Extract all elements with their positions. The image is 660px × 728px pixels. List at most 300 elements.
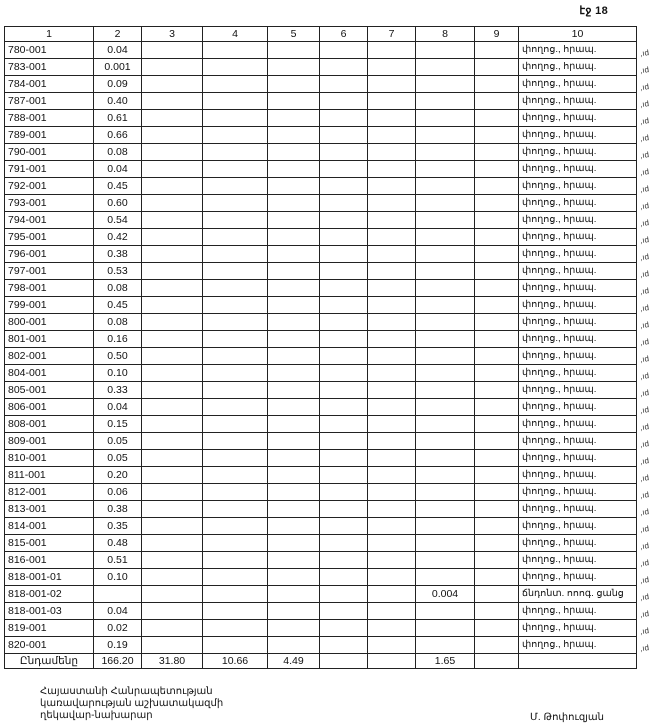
area-cell: 0.35 [94, 518, 142, 535]
margin-mark: ,ıd [639, 184, 650, 195]
margin-mark: ,ıd [639, 167, 650, 178]
table-row [5, 467, 637, 484]
empty-cell-col7 [368, 331, 416, 348]
margin-mark: ,ıd [639, 575, 650, 586]
parcel-code-cell: 787-001 [5, 93, 94, 110]
purpose-cell: փողոց., հրապ. [519, 603, 637, 620]
parcel-code-cell: 784-001 [5, 76, 94, 93]
empty-cell-col4 [203, 144, 268, 161]
table-row [5, 399, 637, 416]
margin-mark: ,ıd [639, 65, 650, 76]
empty-cell-col5 [268, 331, 320, 348]
empty-cell-col6 [320, 93, 368, 110]
area-cell: 0.001 [94, 59, 142, 76]
empty-cell-col3 [142, 161, 203, 178]
margin-mark: ,ıd [639, 626, 650, 637]
margin-mark: ,ıd [639, 609, 650, 620]
area-cell: 0.66 [94, 127, 142, 144]
purpose-cell: փողոց., հրապ. [519, 314, 637, 331]
empty-cell-col3 [142, 416, 203, 433]
parcel-code-cell: 816-001 [5, 552, 94, 569]
col8-cell [416, 212, 475, 229]
empty-cell-col4 [203, 518, 268, 535]
table-row [5, 42, 637, 59]
empty-cell-col9 [475, 501, 519, 518]
empty-cell-col3 [142, 552, 203, 569]
parcel-code-cell: 818-001-01 [5, 569, 94, 586]
margin-mark: ,ıd [639, 99, 650, 110]
col8-cell [416, 399, 475, 416]
empty-cell-col5 [268, 433, 320, 450]
parcel-code-cell: 811-001 [5, 467, 94, 484]
area-cell: 0.40 [94, 93, 142, 110]
empty-cell-col6 [320, 382, 368, 399]
empty-cell-col4 [203, 365, 268, 382]
empty-cell-col5 [268, 365, 320, 382]
col8-cell [416, 161, 475, 178]
empty-cell-col4 [203, 229, 268, 246]
parcel-code-cell: 814-001 [5, 518, 94, 535]
margin-mark: ,ıd [639, 558, 650, 569]
empty-cell-col6 [320, 229, 368, 246]
empty-cell-col4 [203, 314, 268, 331]
empty-cell-col9 [475, 212, 519, 229]
purpose-cell: փողոց., հրապ. [519, 484, 637, 501]
purpose-cell: փողոց., հրապ. [519, 76, 637, 93]
table-body [5, 42, 637, 654]
empty-cell-col4 [203, 535, 268, 552]
signatory-line-3: ղեկավար-նախարար [40, 710, 153, 721]
empty-cell-col6 [320, 314, 368, 331]
area-cell: 0.19 [94, 637, 142, 654]
empty-cell-col4 [203, 76, 268, 93]
empty-cell-col5 [268, 263, 320, 280]
margin-mark: ,ıd [639, 507, 650, 518]
purpose-cell: փողոց., հրապ. [519, 365, 637, 382]
purpose-cell: փողոց., հրապ. [519, 263, 637, 280]
parcel-code-cell: 797-001 [5, 263, 94, 280]
table-row [5, 144, 637, 161]
empty-cell-col6 [320, 552, 368, 569]
empty-cell-col7 [368, 93, 416, 110]
empty-cell-col3 [142, 467, 203, 484]
col8-cell [416, 637, 475, 654]
empty-cell-col3 [142, 399, 203, 416]
parcel-code-cell: 788-001 [5, 110, 94, 127]
empty-cell-col4 [203, 195, 268, 212]
column-header-8: 8 [416, 27, 475, 42]
purpose-cell: փողոց., հրապ. [519, 399, 637, 416]
empty-cell-col9 [475, 297, 519, 314]
purpose-cell: փողոց., հրապ. [519, 195, 637, 212]
area-cell: 0.08 [94, 314, 142, 331]
empty-cell-col4 [203, 297, 268, 314]
empty-cell-col6 [320, 365, 368, 382]
table-row [5, 110, 637, 127]
empty-cell-col9 [475, 569, 519, 586]
signatory-name: Մ. Թոփուզյան [530, 712, 604, 723]
empty-cell-col5 [268, 229, 320, 246]
empty-cell-col9 [475, 144, 519, 161]
col8-cell [416, 365, 475, 382]
empty-cell-col4 [203, 620, 268, 637]
area-cell: 0.38 [94, 501, 142, 518]
empty-cell-col3 [142, 195, 203, 212]
margin-mark: ,ıd [639, 116, 650, 127]
area-cell: 0.45 [94, 297, 142, 314]
empty-cell-col4 [203, 637, 268, 654]
area-cell: 0.04 [94, 42, 142, 59]
empty-cell-col7 [368, 416, 416, 433]
purpose-cell: փողոց., հրապ. [519, 552, 637, 569]
empty-cell-col7 [368, 297, 416, 314]
empty-cell-col4 [203, 212, 268, 229]
empty-cell-col4 [203, 280, 268, 297]
area-cell: 0.05 [94, 433, 142, 450]
totals-col10 [519, 654, 637, 669]
empty-cell-col7 [368, 195, 416, 212]
empty-cell-col9 [475, 246, 519, 263]
table-row [5, 416, 637, 433]
margin-mark: ,ıd [639, 490, 650, 501]
col8-cell [416, 433, 475, 450]
col8-cell [416, 195, 475, 212]
col8-cell [416, 484, 475, 501]
col8-cell [416, 297, 475, 314]
empty-cell-col7 [368, 246, 416, 263]
table-row [5, 178, 637, 195]
empty-cell-col4 [203, 501, 268, 518]
empty-cell-col3 [142, 501, 203, 518]
empty-cell-col9 [475, 93, 519, 110]
empty-cell-col4 [203, 416, 268, 433]
empty-cell-col6 [320, 569, 368, 586]
empty-cell-col7 [368, 76, 416, 93]
empty-cell-col7 [368, 280, 416, 297]
empty-cell-col3 [142, 620, 203, 637]
margin-mark: ,ıd [639, 303, 650, 314]
empty-cell-col9 [475, 331, 519, 348]
table-row [5, 76, 637, 93]
empty-cell-col6 [320, 195, 368, 212]
col8-cell [416, 144, 475, 161]
col8-cell [416, 263, 475, 280]
totals-col5: 4.49 [268, 654, 320, 669]
empty-cell-col6 [320, 637, 368, 654]
table-row [5, 501, 637, 518]
empty-cell-col3 [142, 535, 203, 552]
table-row [5, 518, 637, 535]
col8-cell [416, 535, 475, 552]
empty-cell-col6 [320, 467, 368, 484]
area-cell: 0.50 [94, 348, 142, 365]
empty-cell-col9 [475, 620, 519, 637]
empty-cell-col4 [203, 110, 268, 127]
area-cell: 0.20 [94, 467, 142, 484]
empty-cell-col6 [320, 297, 368, 314]
col8-cell [416, 552, 475, 569]
table-row [5, 314, 637, 331]
empty-cell-col9 [475, 127, 519, 144]
area-cell: 0.08 [94, 144, 142, 161]
empty-cell-col6 [320, 76, 368, 93]
margin-mark: ,ıd [639, 541, 650, 552]
parcel-code-cell: 812-001 [5, 484, 94, 501]
empty-cell-col7 [368, 637, 416, 654]
empty-cell-col3 [142, 76, 203, 93]
empty-cell-col7 [368, 42, 416, 59]
table-row [5, 161, 637, 178]
empty-cell-col6 [320, 348, 368, 365]
purpose-cell: փողոց., հրապ. [519, 569, 637, 586]
table-row [5, 280, 637, 297]
empty-cell-col6 [320, 127, 368, 144]
area-cell: 0.33 [94, 382, 142, 399]
empty-cell-col3 [142, 246, 203, 263]
empty-cell-col6 [320, 501, 368, 518]
parcel-code-cell: 809-001 [5, 433, 94, 450]
empty-cell-col5 [268, 110, 320, 127]
area-cell: 0.54 [94, 212, 142, 229]
totals-col2: 166.20 [94, 654, 142, 669]
empty-cell-col9 [475, 59, 519, 76]
parcel-code-cell: 789-001 [5, 127, 94, 144]
empty-cell-col9 [475, 603, 519, 620]
col8-cell [416, 382, 475, 399]
empty-cell-col3 [142, 450, 203, 467]
table-row [5, 348, 637, 365]
margin-mark: ,ıd [639, 235, 650, 246]
empty-cell-col3 [142, 42, 203, 59]
empty-cell-col7 [368, 314, 416, 331]
parcel-code-cell: 792-001 [5, 178, 94, 195]
table-row [5, 620, 637, 637]
table-row [5, 603, 637, 620]
margin-marks [640, 44, 658, 656]
empty-cell-col9 [475, 586, 519, 603]
parcel-code-cell: 810-001 [5, 450, 94, 467]
purpose-cell: փողոց., հրապ. [519, 433, 637, 450]
empty-cell-col4 [203, 161, 268, 178]
totals-col7 [368, 654, 416, 669]
empty-cell-col5 [268, 399, 320, 416]
empty-cell-col6 [320, 212, 368, 229]
parcel-code-cell: 802-001 [5, 348, 94, 365]
purpose-cell: փողոց., հրապ. [519, 280, 637, 297]
empty-cell-col6 [320, 110, 368, 127]
purpose-cell: փողոց., հրապ. [519, 178, 637, 195]
empty-cell-col5 [268, 348, 320, 365]
empty-cell-col7 [368, 620, 416, 637]
empty-cell-col5 [268, 552, 320, 569]
margin-mark: ,ıd [639, 439, 650, 450]
empty-cell-col3 [142, 212, 203, 229]
empty-cell-col5 [268, 161, 320, 178]
totals-col9 [475, 654, 519, 669]
area-cell: 0.04 [94, 603, 142, 620]
empty-cell-col5 [268, 620, 320, 637]
empty-cell-col5 [268, 212, 320, 229]
col8-cell [416, 314, 475, 331]
totals-label: Ընդամենը [5, 654, 94, 669]
table-row [5, 450, 637, 467]
empty-cell-col5 [268, 127, 320, 144]
empty-cell-col5 [268, 569, 320, 586]
empty-cell-col5 [268, 42, 320, 59]
empty-cell-col7 [368, 59, 416, 76]
empty-cell-col4 [203, 433, 268, 450]
margin-mark: ,ıd [639, 269, 650, 280]
header-row [5, 27, 637, 42]
margin-mark: ,ıd [639, 252, 650, 263]
col8-cell [416, 518, 475, 535]
empty-cell-col9 [475, 365, 519, 382]
empty-cell-col9 [475, 450, 519, 467]
empty-cell-col4 [203, 382, 268, 399]
empty-cell-col9 [475, 416, 519, 433]
totals-col3: 31.80 [142, 654, 203, 669]
empty-cell-col6 [320, 620, 368, 637]
empty-cell-col6 [320, 246, 368, 263]
empty-cell-col4 [203, 467, 268, 484]
empty-cell-col7 [368, 399, 416, 416]
empty-cell-col3 [142, 603, 203, 620]
empty-cell-col6 [320, 161, 368, 178]
table-row [5, 331, 637, 348]
empty-cell-col4 [203, 127, 268, 144]
col8-cell: 0.004 [416, 586, 475, 603]
purpose-cell: փողոց., հրապ. [519, 467, 637, 484]
col8-cell [416, 59, 475, 76]
empty-cell-col9 [475, 637, 519, 654]
margin-mark: ,ıd [639, 286, 650, 297]
empty-cell-col3 [142, 59, 203, 76]
empty-cell-col6 [320, 144, 368, 161]
parcel-code-cell: 818-001-02 [5, 586, 94, 603]
empty-cell-col4 [203, 348, 268, 365]
totals-col6 [320, 654, 368, 669]
empty-cell-col9 [475, 161, 519, 178]
area-cell: 0.15 [94, 416, 142, 433]
area-cell: 0.38 [94, 246, 142, 263]
column-header-3: 3 [142, 27, 203, 42]
col8-cell [416, 127, 475, 144]
empty-cell-col3 [142, 586, 203, 603]
parcel-code-cell: 793-001 [5, 195, 94, 212]
margin-mark: ,ıd [639, 524, 650, 535]
parcel-code-cell: 780-001 [5, 42, 94, 59]
purpose-cell: փողոց., հրապ. [519, 212, 637, 229]
empty-cell-col6 [320, 331, 368, 348]
empty-cell-col5 [268, 246, 320, 263]
margin-mark: ,ıd [639, 388, 650, 399]
parcel-code-cell: 799-001 [5, 297, 94, 314]
margin-mark: ,ıd [639, 405, 650, 416]
empty-cell-col6 [320, 178, 368, 195]
empty-cell-col6 [320, 42, 368, 59]
column-header-9: 9 [475, 27, 519, 42]
col8-cell [416, 603, 475, 620]
col8-cell [416, 450, 475, 467]
empty-cell-col6 [320, 535, 368, 552]
empty-cell-col5 [268, 314, 320, 331]
purpose-cell: փողոց., հրապ. [519, 416, 637, 433]
purpose-cell: փողոց., հրապ. [519, 620, 637, 637]
purpose-cell: փողոց., հրապ. [519, 246, 637, 263]
empty-cell-col4 [203, 569, 268, 586]
empty-cell-col7 [368, 535, 416, 552]
table-row [5, 59, 637, 76]
empty-cell-col4 [203, 552, 268, 569]
empty-cell-col7 [368, 229, 416, 246]
area-cell [94, 586, 142, 603]
empty-cell-col3 [142, 348, 203, 365]
parcel-code-cell: 795-001 [5, 229, 94, 246]
empty-cell-col3 [142, 229, 203, 246]
empty-cell-col3 [142, 178, 203, 195]
area-cell: 0.16 [94, 331, 142, 348]
margin-mark: ,ıd [639, 218, 650, 229]
area-cell: 0.51 [94, 552, 142, 569]
table-row [5, 382, 637, 399]
margin-mark: ,ıd [639, 354, 650, 365]
purpose-cell: փողոց., հրապ. [519, 331, 637, 348]
table-row [5, 552, 637, 569]
purpose-cell: փողոց., հրապ. [519, 42, 637, 59]
empty-cell-col3 [142, 569, 203, 586]
margin-mark: ,ıd [639, 320, 650, 331]
empty-cell-col7 [368, 450, 416, 467]
purpose-cell: փողոց., հրապ. [519, 161, 637, 178]
empty-cell-col5 [268, 178, 320, 195]
empty-cell-col9 [475, 484, 519, 501]
empty-cell-col7 [368, 433, 416, 450]
parcel-code-cell: 790-001 [5, 144, 94, 161]
col8-cell [416, 467, 475, 484]
area-cell: 0.04 [94, 399, 142, 416]
empty-cell-col7 [368, 263, 416, 280]
parcel-code-cell: 808-001 [5, 416, 94, 433]
empty-cell-col3 [142, 127, 203, 144]
table-row [5, 229, 637, 246]
empty-cell-col3 [142, 382, 203, 399]
area-cell: 0.45 [94, 178, 142, 195]
empty-cell-col4 [203, 178, 268, 195]
area-cell: 0.53 [94, 263, 142, 280]
empty-cell-col9 [475, 280, 519, 297]
purpose-cell: փողոց., հրապ. [519, 518, 637, 535]
empty-cell-col5 [268, 603, 320, 620]
empty-cell-col7 [368, 365, 416, 382]
empty-cell-col7 [368, 212, 416, 229]
margin-mark: ,ıd [639, 48, 650, 59]
empty-cell-col9 [475, 518, 519, 535]
col8-cell [416, 246, 475, 263]
empty-cell-col3 [142, 280, 203, 297]
margin-mark: ,ıd [639, 473, 650, 484]
area-cell: 0.10 [94, 365, 142, 382]
empty-cell-col6 [320, 484, 368, 501]
empty-cell-col9 [475, 399, 519, 416]
empty-cell-col4 [203, 586, 268, 603]
area-cell: 0.42 [94, 229, 142, 246]
parcel-code-cell: 813-001 [5, 501, 94, 518]
empty-cell-col4 [203, 399, 268, 416]
empty-cell-col5 [268, 484, 320, 501]
empty-cell-col9 [475, 314, 519, 331]
empty-cell-col9 [475, 229, 519, 246]
empty-cell-col7 [368, 144, 416, 161]
